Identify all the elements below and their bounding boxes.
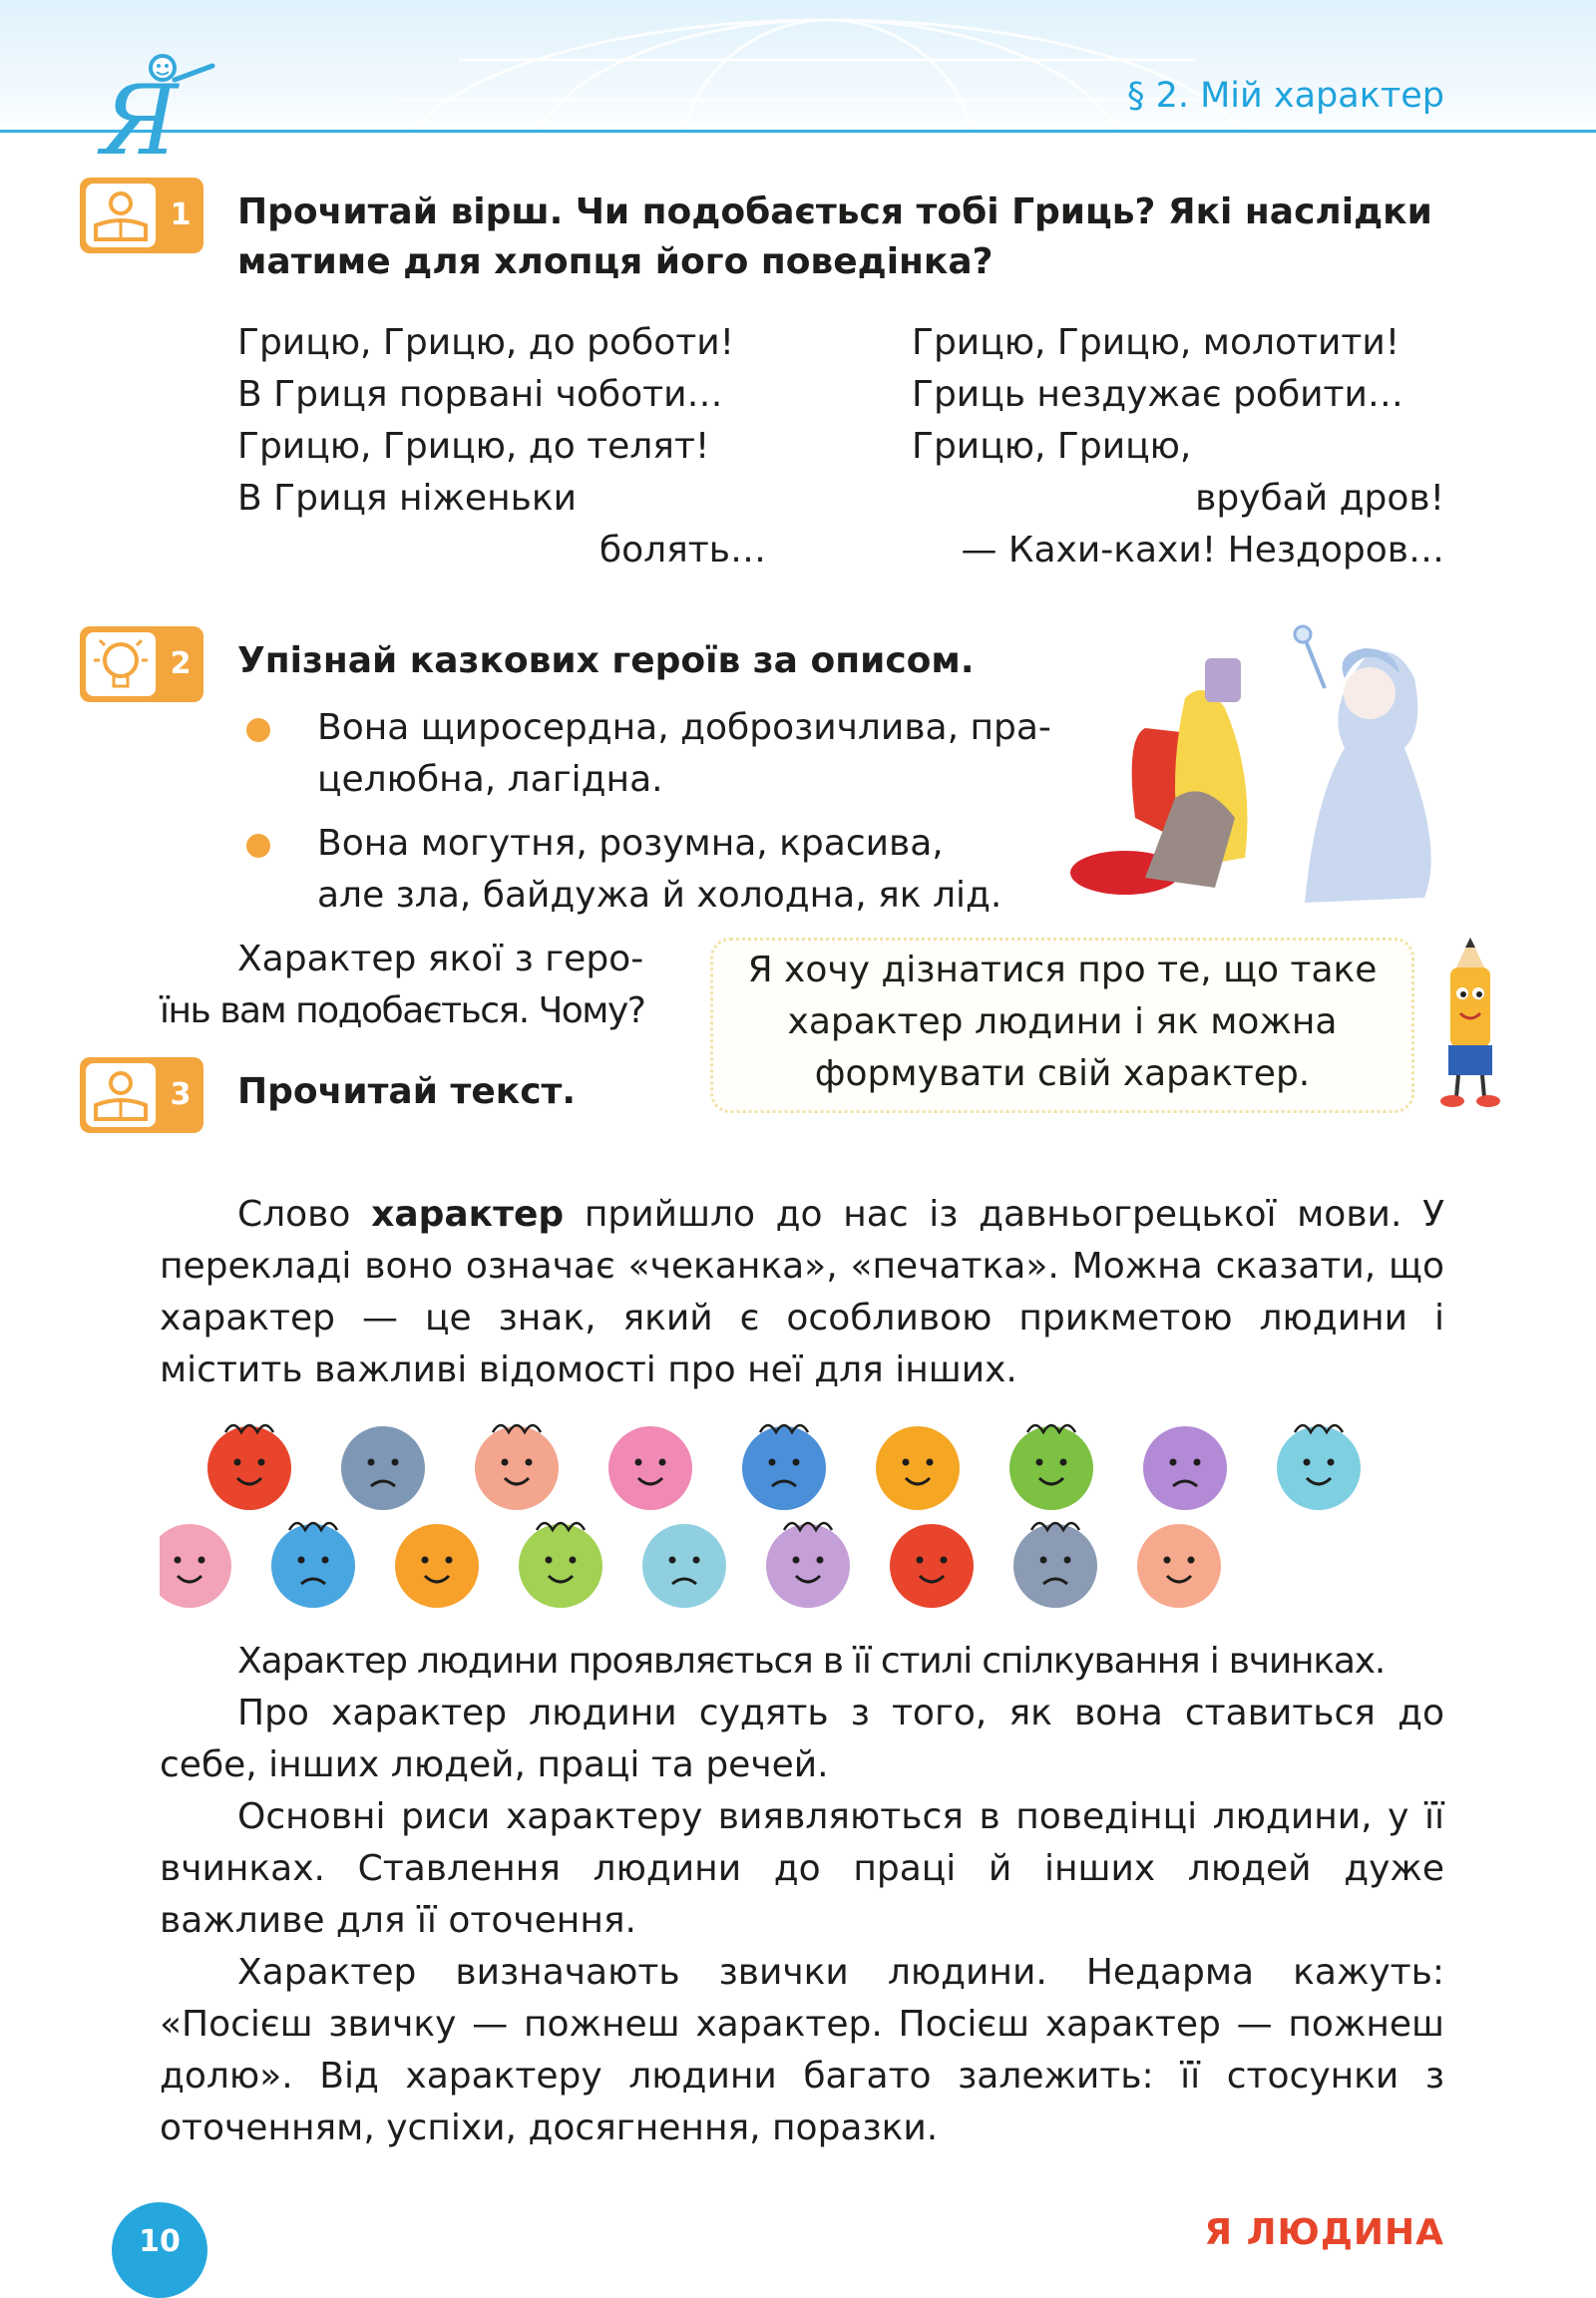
poem-line: Грицю, Грицю, до роботи! (237, 322, 735, 363)
task-number: 1 (170, 197, 192, 232)
poem-line: Грицю, Грицю, до телят! (237, 426, 710, 467)
pencil-mascot-icon (1428, 938, 1518, 1117)
poem-right (912, 317, 1444, 576)
bullet-icon (246, 834, 270, 858)
lightbulb-icon (86, 632, 156, 696)
bullet-icon (246, 718, 270, 742)
task2-title: Упізнай казкових героїв за описом. (237, 640, 975, 681)
page-number: 10 (112, 2202, 207, 2298)
task-badge-1 (80, 178, 203, 253)
face-icon (395, 1524, 479, 1608)
face-icon (1143, 1426, 1227, 1510)
task-number: 3 (170, 1077, 192, 1112)
face-icon (876, 1426, 960, 1510)
logo-letter: Я (101, 65, 179, 165)
face-icon (207, 1425, 291, 1510)
task2-question: Характер якої з геро- (237, 939, 644, 979)
term-character: характер (371, 1194, 565, 1235)
emotion-faces-illustration (160, 1416, 1446, 1626)
poem-line: — Кахи-кахи! Нездоров… (961, 530, 1444, 571)
task-badge-2 (80, 626, 203, 702)
face-icon (271, 1523, 355, 1608)
poem-line: болять… (598, 530, 766, 571)
paragraph: Основні риси характеру виявляються в поведінці людини, у її вчинках. Ставлення людини до праці й інших людей дуже важливе для її оточення. (160, 1796, 1444, 1941)
face-icon (608, 1426, 692, 1510)
face-icon (742, 1425, 826, 1510)
task1-title: Прочитай вірш. Чи подобається тобі Гриць? Які наслідки матиме для хлопця його поведінка? (237, 192, 1432, 282)
task-number: 2 (170, 646, 192, 681)
paragraph: Характер людини проявляється в її стилі спілкування і вчинках. (237, 1641, 1386, 1682)
poem-line: Грицю, Грицю, молотити! (912, 322, 1400, 363)
paragraph: Характер визначають звички людини. Недарма кажуть: «Посієш звичку — пожнеш характер. Посієш характер — пожнеш долю». Від характеру людини багато залежить: її стосунки з оточенням, успіхи, досягнення, поразки. (160, 1952, 1444, 2148)
face-icon (642, 1524, 726, 1608)
poem-line: Грицю, Грицю, (912, 426, 1192, 467)
face-icon (475, 1425, 559, 1510)
face-icon (766, 1523, 850, 1608)
bullet-item: Вона могутня, розумна, красива, але зла, байдужа й холодна, як лід. (317, 823, 1002, 916)
body-text (160, 1636, 1444, 2154)
intro-paragraph: Слово характер прийшло до нас із давньогрецької мови. У перекладі воно означає «чеканка», «печатка». Можна сказати, що характер — це знак, який є особливою прикметою людини і містить важливі відомості про неї для інших. (160, 1194, 1444, 1390)
task-badge-3 (80, 1057, 203, 1133)
chapter-title: § 2. Мій характер (1126, 76, 1444, 116)
poem-line: В Гриця ніженьки (237, 478, 577, 519)
speech-bubble: Я хочу дізнатися про те, що таке характер людини і як можна формувати свій характер. (710, 938, 1414, 1113)
face-icon (1277, 1425, 1361, 1510)
face-icon (1137, 1524, 1221, 1608)
paragraph: Про характер людини судять з того, як вона ставиться до себе, інших людей, праці та речей. (160, 1693, 1444, 1785)
reading-icon (86, 184, 156, 247)
bullet-item: Вона щиросердна, доброзичлива, пра- целюбна, лагідна. (317, 707, 1051, 800)
logo-icon (95, 50, 224, 165)
header-rule (0, 130, 1596, 133)
task2-question-cont: їнь вам подобається. Чому? (160, 990, 645, 1031)
face-icon (1009, 1425, 1093, 1510)
face-icon (341, 1426, 425, 1510)
face-icon (160, 1524, 231, 1608)
poem-line: Гриць нездужає робити… (912, 374, 1403, 415)
poem-line: В Гриця порвані чоботи… (237, 374, 723, 415)
task3-title: Прочитай текст. (237, 1071, 577, 1112)
face-icon (519, 1523, 602, 1608)
poem-left (237, 317, 766, 576)
fairy-tale-heroes-illustration (1065, 618, 1444, 908)
face-icon (1013, 1523, 1097, 1608)
face-icon (890, 1524, 974, 1608)
poem-line: врубай дров! (1195, 478, 1444, 519)
reading-icon (86, 1063, 156, 1127)
section-footer: Я ЛЮДИНА (1204, 2212, 1444, 2253)
